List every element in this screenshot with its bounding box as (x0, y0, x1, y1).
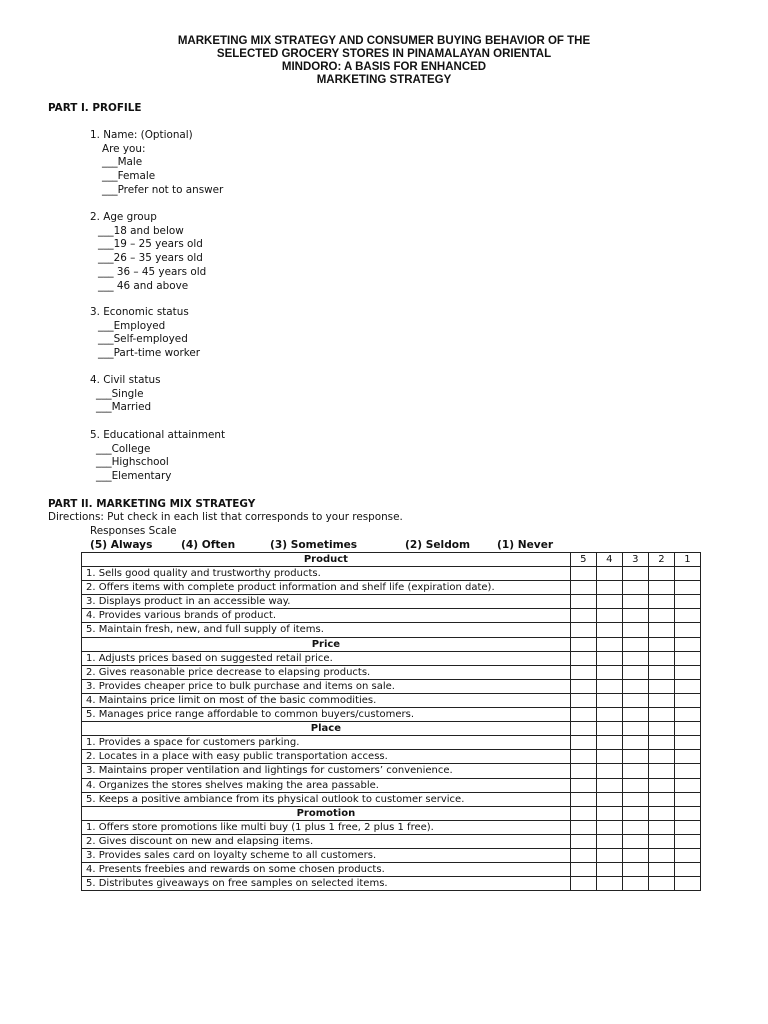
rating-checkbox-cell[interactable] (674, 764, 700, 778)
rating-checkbox-cell[interactable] (570, 863, 596, 877)
rating-column-header: 4 (596, 553, 622, 567)
rating-checkbox-cell[interactable] (596, 848, 622, 862)
section-header-row (82, 553, 701, 567)
rating-cell (674, 637, 700, 651)
rating-cell (570, 637, 596, 651)
option-line[interactable]: ___College (96, 442, 151, 455)
rating-checkbox-cell[interactable] (596, 708, 622, 722)
question-label: 3. Economic status (90, 306, 189, 318)
rating-checkbox-cell[interactable] (570, 693, 596, 707)
rating-checkbox-cell[interactable] (622, 665, 648, 679)
statement-cell: 5. Manages price range affordable to common buyers/customers. (82, 708, 571, 722)
statement-cell: 4. Presents freebies and rewards on some chosen products. (82, 863, 571, 877)
rating-checkbox-cell[interactable] (648, 820, 674, 834)
rating-column-header: 3 (622, 553, 648, 567)
rating-checkbox-cell[interactable] (570, 595, 596, 609)
statement-cell: 2. Gives reasonable price decrease to elapsing products. (82, 665, 571, 679)
rating-checkbox-cell[interactable] (596, 693, 622, 707)
rating-checkbox-cell[interactable] (570, 820, 596, 834)
rating-checkbox-cell[interactable] (622, 693, 648, 707)
rating-checkbox-cell[interactable] (622, 581, 648, 595)
statement-cell: 1. Offers store promotions like multi buy (1 plus 1 free, 2 plus 1 free). (82, 820, 571, 834)
rating-checkbox-cell[interactable] (622, 567, 648, 581)
rating-checkbox-cell[interactable] (674, 679, 700, 693)
rating-cell (596, 722, 622, 736)
rating-cell (596, 637, 622, 651)
title-line: MARKETING MIX STRATEGY AND CONSUMER BUYING BEHAVIOR OF THE (177, 35, 591, 47)
rating-checkbox-cell[interactable] (622, 764, 648, 778)
rating-checkbox-cell[interactable] (674, 651, 700, 665)
rating-checkbox-cell[interactable] (674, 792, 700, 806)
rating-cell (622, 637, 648, 651)
rating-checkbox-cell[interactable] (674, 877, 700, 891)
rating-checkbox-cell[interactable] (570, 834, 596, 848)
rating-checkbox-cell[interactable] (622, 651, 648, 665)
rating-checkbox-cell[interactable] (570, 651, 596, 665)
rating-checkbox-cell[interactable] (596, 651, 622, 665)
rating-checkbox-cell[interactable] (570, 792, 596, 806)
statement-cell: 4. Maintains price limit on most of the basic commodities. (82, 693, 571, 707)
rating-checkbox-cell[interactable] (622, 863, 648, 877)
rating-checkbox-cell[interactable] (622, 623, 648, 637)
statement-cell: 5. Maintain fresh, new, and full supply of items. (82, 623, 571, 637)
statement-cell: 5. Keeps a positive ambiance from its physical outlook to customer service. (82, 792, 571, 806)
rating-checkbox-cell[interactable] (674, 750, 700, 764)
question-educational-attainment (90, 429, 225, 484)
rating-checkbox-cell[interactable] (674, 665, 700, 679)
rating-checkbox-cell[interactable] (596, 834, 622, 848)
option-line[interactable]: ___Employed (98, 319, 166, 332)
rating-checkbox-cell[interactable] (622, 679, 648, 693)
rating-checkbox-cell[interactable] (648, 848, 674, 862)
rating-checkbox-cell[interactable] (648, 693, 674, 707)
rating-checkbox-cell[interactable] (674, 623, 700, 637)
document-title (0, 35, 768, 87)
rating-checkbox-cell[interactable] (674, 595, 700, 609)
table-row (82, 651, 701, 665)
rating-table (81, 552, 701, 891)
statement-cell: 3. Provides sales card on loyalty scheme to all customers. (82, 848, 571, 862)
rating-checkbox-cell[interactable] (622, 609, 648, 623)
table-row (82, 708, 701, 722)
rating-checkbox-cell[interactable] (648, 609, 674, 623)
title-line: SELECTED GROCERY STORES IN PINAMALAYAN ORIENTAL (216, 48, 552, 60)
option-line[interactable]: ___Part-time worker (98, 347, 201, 360)
table-row (82, 623, 701, 637)
option-line[interactable]: ___Highschool (96, 456, 169, 469)
option-line[interactable]: ___26 – 35 years old (98, 252, 203, 265)
rating-checkbox-cell[interactable] (648, 778, 674, 792)
rating-checkbox-cell[interactable] (570, 750, 596, 764)
section-title: Product (82, 553, 571, 567)
rating-checkbox-cell[interactable] (648, 792, 674, 806)
table-row (82, 820, 701, 834)
statement-cell: 4. Provides various brands of product. (82, 609, 571, 623)
rating-checkbox-cell[interactable] (570, 877, 596, 891)
option-line[interactable]: ___Self-employed (98, 333, 188, 346)
question-name (90, 129, 223, 198)
rating-checkbox-cell[interactable] (570, 736, 596, 750)
rating-checkbox-cell[interactable] (648, 877, 674, 891)
section-title: Promotion (82, 806, 571, 820)
table-row (82, 679, 701, 693)
question-label: 1. Name: (Optional) (90, 129, 193, 141)
option-line[interactable]: ___ 46 and above (98, 279, 189, 292)
rating-checkbox-cell[interactable] (674, 567, 700, 581)
table-row (82, 792, 701, 806)
rating-checkbox-cell[interactable] (648, 651, 674, 665)
option-line[interactable]: ___ 36 – 45 years old (98, 265, 207, 278)
table-row (82, 877, 701, 891)
option-line[interactable]: ___Male (102, 156, 143, 169)
table-row (82, 834, 701, 848)
rating-checkbox-cell[interactable] (622, 792, 648, 806)
rating-column-header: 1 (674, 553, 700, 567)
table-row (82, 764, 701, 778)
rating-cell (648, 722, 674, 736)
statement-cell: 5. Distributes giveaways on free samples on selected items. (82, 877, 571, 891)
scale-option: (4) Often (181, 539, 236, 551)
statement-cell: 3. Maintains proper ventilation and lightings for customers’ convenience. (82, 764, 571, 778)
rating-checkbox-cell[interactable] (622, 708, 648, 722)
rating-checkbox-cell[interactable] (674, 863, 700, 877)
scale-option: (5) Always (90, 539, 153, 551)
table-row (82, 581, 701, 595)
rating-checkbox-cell[interactable] (570, 679, 596, 693)
statement-cell: 4. Organizes the stores shelves making the area passable. (82, 778, 571, 792)
rating-checkbox-cell[interactable] (674, 834, 700, 848)
rating-checkbox-cell[interactable] (622, 877, 648, 891)
table-row (82, 595, 701, 609)
rating-checkbox-cell[interactable] (570, 778, 596, 792)
rating-checkbox-cell[interactable] (596, 877, 622, 891)
rating-checkbox-cell[interactable] (622, 736, 648, 750)
title-line: MARKETING STRATEGY (316, 74, 452, 86)
rating-checkbox-cell[interactable] (648, 595, 674, 609)
option-line[interactable]: ___Prefer not to answer (102, 183, 224, 196)
statement-cell: 2. Gives discount on new and elapsing items. (82, 834, 571, 848)
option-line[interactable]: ___19 – 25 years old (98, 238, 203, 251)
question-label: 4. Civil status (90, 374, 161, 386)
rating-checkbox-cell[interactable] (674, 736, 700, 750)
table-row (82, 693, 701, 707)
rating-checkbox-cell[interactable] (570, 708, 596, 722)
part1-heading: PART I. PROFILE (48, 102, 142, 114)
statement-cell: 1. Provides a space for customers parking. (82, 736, 571, 750)
rating-column-header: 2 (648, 553, 674, 567)
table-row (82, 863, 701, 877)
rating-cell (648, 806, 674, 820)
rating-cell (570, 806, 596, 820)
table-row (82, 736, 701, 750)
rating-checkbox-cell[interactable] (596, 820, 622, 834)
directions-text: Directions: Put check in each list that corresponds to your response. (48, 511, 403, 523)
rating-checkbox-cell[interactable] (674, 581, 700, 595)
rating-checkbox-cell[interactable] (596, 665, 622, 679)
table-row (82, 848, 701, 862)
rating-checkbox-cell[interactable] (648, 679, 674, 693)
question-sublabel: Are you: (102, 142, 146, 155)
section-header-row (82, 722, 701, 736)
rating-cell (648, 637, 674, 651)
rating-checkbox-cell[interactable] (648, 623, 674, 637)
rating-checkbox-cell[interactable] (674, 820, 700, 834)
rating-cell (622, 722, 648, 736)
table-row (82, 750, 701, 764)
rating-checkbox-cell[interactable] (596, 679, 622, 693)
rating-checkbox-cell[interactable] (674, 848, 700, 862)
rating-checkbox-cell[interactable] (570, 581, 596, 595)
rating-checkbox-cell[interactable] (596, 750, 622, 764)
rating-cell (596, 806, 622, 820)
section-title: Price (82, 637, 571, 651)
scale-option: (3) Sometimes (270, 539, 358, 551)
rating-cell (622, 806, 648, 820)
question-label: 5. Educational attainment (90, 429, 226, 441)
option-line[interactable]: ___Married (96, 401, 152, 414)
section-header-row (82, 806, 701, 820)
rating-checkbox-cell[interactable] (648, 581, 674, 595)
rating-checkbox-cell[interactable] (648, 567, 674, 581)
rating-checkbox-cell[interactable] (622, 778, 648, 792)
rating-checkbox-cell[interactable] (596, 792, 622, 806)
rating-cell (570, 722, 596, 736)
statement-cell: 3. Provides cheaper price to bulk purchase and items on sale. (82, 679, 571, 693)
rating-checkbox-cell[interactable] (622, 595, 648, 609)
rating-checkbox-cell[interactable] (596, 609, 622, 623)
rating-checkbox-cell[interactable] (648, 750, 674, 764)
rating-checkbox-cell[interactable] (648, 736, 674, 750)
table-row (82, 665, 701, 679)
rating-checkbox-cell[interactable] (570, 665, 596, 679)
rating-checkbox-cell[interactable] (596, 778, 622, 792)
question-age-group (90, 211, 206, 293)
rating-checkbox-cell[interactable] (570, 567, 596, 581)
rating-checkbox-cell[interactable] (622, 750, 648, 764)
rating-column-header: 5 (570, 553, 596, 567)
section-title: Place (82, 722, 571, 736)
rating-checkbox-cell[interactable] (648, 665, 674, 679)
option-line[interactable]: ___Elementary (96, 470, 172, 483)
option-line[interactable]: ___Female (102, 170, 156, 183)
rating-checkbox-cell[interactable] (596, 764, 622, 778)
rating-checkbox-cell[interactable] (648, 863, 674, 877)
rating-checkbox-cell[interactable] (674, 693, 700, 707)
rating-checkbox-cell[interactable] (674, 609, 700, 623)
table-row (82, 567, 701, 581)
rating-checkbox-cell[interactable] (596, 581, 622, 595)
section-header-row (82, 637, 701, 651)
rating-checkbox-cell[interactable] (570, 848, 596, 862)
rating-checkbox-cell[interactable] (570, 623, 596, 637)
part2-heading: PART II. MARKETING MIX STRATEGY (48, 498, 256, 510)
rating-checkbox-cell[interactable] (596, 595, 622, 609)
option-line[interactable]: ___Single (96, 387, 144, 400)
question-economic-status (90, 306, 200, 361)
scale-option: (1) Never (497, 539, 554, 551)
rating-checkbox-cell[interactable] (622, 834, 648, 848)
rating-checkbox-cell[interactable] (674, 778, 700, 792)
table-row (82, 609, 701, 623)
question-label: 2. Age group (90, 211, 157, 223)
rating-checkbox-cell[interactable] (622, 820, 648, 834)
table-row (82, 778, 701, 792)
rating-cell (674, 722, 700, 736)
option-line[interactable]: ___18 and below (98, 224, 184, 237)
title-line: MINDORO: A BASIS FOR ENHANCED (281, 61, 487, 73)
rating-checkbox-cell[interactable] (648, 764, 674, 778)
rating-checkbox-cell[interactable] (596, 736, 622, 750)
rating-checkbox-cell[interactable] (596, 863, 622, 877)
rating-checkbox-cell[interactable] (674, 708, 700, 722)
statement-cell: 1. Sells good quality and trustworthy products. (82, 567, 571, 581)
rating-checkbox-cell[interactable] (596, 623, 622, 637)
rating-checkbox-cell[interactable] (648, 834, 674, 848)
statement-cell: 3. Displays product in an accessible way. (82, 595, 571, 609)
statement-cell: 2. Locates in a place with easy public transportation access. (82, 750, 571, 764)
rating-checkbox-cell[interactable] (570, 764, 596, 778)
rating-checkbox-cell[interactable] (648, 708, 674, 722)
rating-checkbox-cell[interactable] (570, 609, 596, 623)
scale-option: (2) Seldom (405, 539, 471, 551)
rating-checkbox-cell[interactable] (596, 567, 622, 581)
statement-cell: 2. Offers items with complete product information and shelf life (expiration date). (82, 581, 571, 595)
scale-label: Responses Scale (90, 525, 177, 537)
statement-cell: 1. Adjusts prices based on suggested retail price. (82, 651, 571, 665)
rating-checkbox-cell[interactable] (622, 848, 648, 862)
question-civil-status (90, 374, 161, 415)
rating-cell (674, 806, 700, 820)
